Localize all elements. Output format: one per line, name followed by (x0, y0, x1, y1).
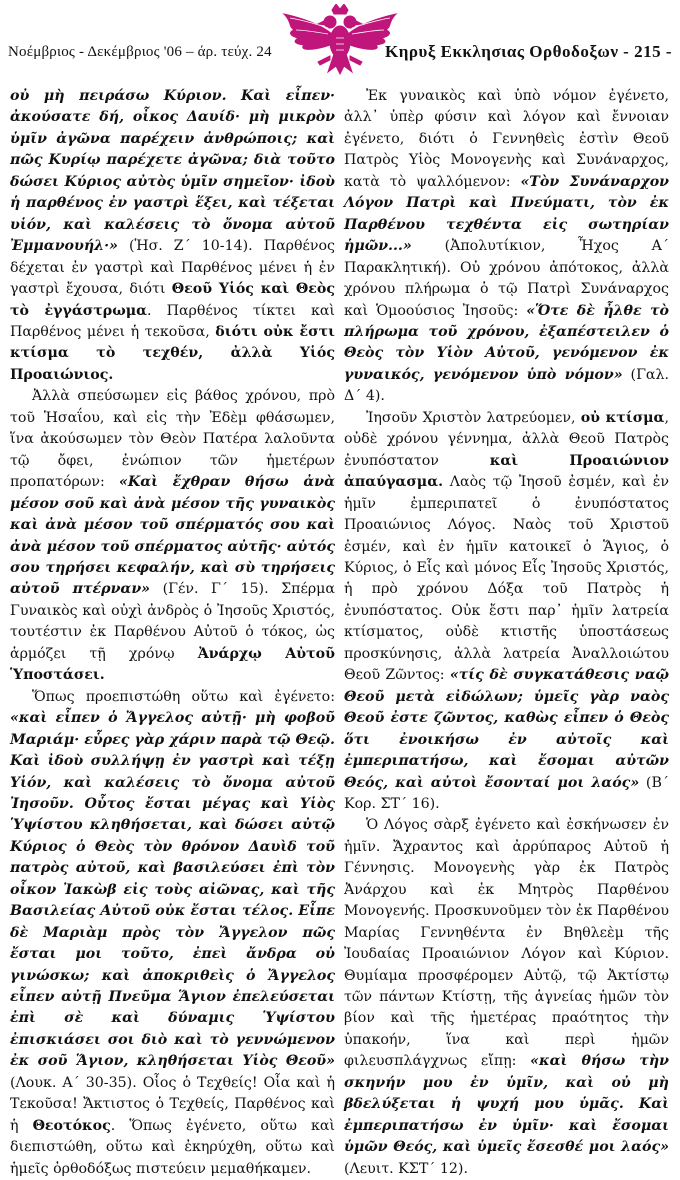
emphasis-text: καὶ Προαιώνιον ἀπαύγασμα. (344, 452, 669, 491)
body-text: (Ἡσ. Ζ΄ 10-14). Παρθένος δέχεται ἐν γαστρὶ καὶ Παρθένος μένει ἡ ἐν γαστρὶ ἔχουσα, διότι (10, 238, 335, 298)
body-text: (Β΄ Κορ. ΣΤ΄ 16). (344, 774, 669, 812)
emphasis-text: Θεοῦ Υἱός καὶ Θεὸς τὸ ἐγγάστρωμα (10, 281, 335, 319)
paragraph (344, 815, 669, 1180)
double-headed-eagle-icon (280, 4, 400, 76)
emphasis-text: οὐ κτίσμα (580, 409, 665, 426)
body-text: Ὁ Λόγος σὰρξ ἐγένετο καὶ ἐσκήνωσεν ἐν ἡμῖν. Ἄχραντος καὶ ἀρρύπαρος Αὐτοῦ ἡ Γέννησις. Μονογενὴς γὰρ ἐκ Πατρὸς Ἀνάρχου καὶ ἐκ Μητρὸς Παρθένου Μονογενής. Προσκυνοῦμεν τὸν ἐκ Παρθένου Μαρίας Γεννηθέντα ἐν Βηθλεὲμ τῆς Ἰουδαίας Προαιώνιον Λόγον καὶ Κύριον. Θυμίαμα προσφέρομεν Αὐτῷ, τῷ Ἀκτίστῳ τῶν πάντων Κτίστῃ, τῆς ἁγνείας ἡμῶν τὸν βίον καὶ τῆς ἡμετέρας πραότητος τὴν ὑπακοήν, ἵνα καὶ περὶ ἡμῶν φιλευσπλάγχνως εἴπῃ: (344, 817, 669, 1070)
emphasis-text: Θεοτόκος (32, 1117, 111, 1134)
body-text: Ἰησοῦν Χριστὸν λατρεύομεν, (366, 409, 581, 426)
body-text: . Παρθένος τίκτει καὶ Παρθένος μένει ἡ τεκοῦσα, (10, 302, 335, 340)
journal-title-page-number: Κηρυξ Εκκλησιας Ορθοδοξων - 215 - (385, 42, 672, 61)
body-text: (Γαλ. Δ΄ 4). (344, 366, 669, 405)
paragraph (10, 687, 335, 1180)
body-text: Λαὸς τῷ Ἰησοῦ ἐσμέν, καὶ ἐν ἡμῖν ἐμπεριπατεῖ ὁ ἐνυπόστατος Προαιώνιος Λόγος. Ναὸς τοῦ Χριστοῦ ἐσμέν, καὶ ἐν ἡμῖν κατοικεῖ ὁ Ἅγιος, ὁ Κύριος, ὁ Εἷς καὶ μόνος Εἷς Ἰησοῦς Χριστός, ἡ πρὸ χρόνου Δόξα τοῦ Πατρὸς ἡ ἐνυπόστατος. Οὐκ ἔστι παρ᾽ ἡμῖν λατρεία κτίσματος, οὐδὲ κτιστῆς ὑποστάσεως προσκύνησις, ἀλλὰ λατρεία Ἀναλλοιώτου Θεοῦ Ζῶντος: (344, 474, 669, 684)
scripture-quote: οὐ μὴ πειράσω Κύριον. Καὶ εἶπεν· ἀκούσατε δή, οἶκος Δαυίδ· μὴ μικρὸν ὑμῖν ἀγῶνα παρέχειν ἀνθρώποις; καὶ πῶς Κυρίῳ παρέχετε ἀγῶνα; διὰ τοῦτο δώσει Κύριος αὐτὸς ὑμῖν σημεῖον· ἰδοὺ ἡ παρθένος ἐν γαστρὶ ἕξει, καὶ τέξεται υἱόν, καὶ καλέσεις τὸ ὄνομα αὐτοῦ Ἐμμανουήλ·» (10, 88, 335, 255)
right-column (344, 86, 669, 1180)
paragraph (344, 86, 669, 408)
body-text: (Λουκ. Α΄ 30-35). Οἷος ὁ Τεχθείς! Οἷα καὶ ἡ Τεκοῦσα! Ἄκτιστος ὁ Τεχθείς, Παρθένος καὶ ἡ (10, 1074, 335, 1134)
body-text: . Ὅπως ἐγένετο, οὕτω καὶ διεπιστώθη, οὕτω καὶ ἐκηρύχθη, οὕτω καὶ ἡμεῖς ὀρθοδόξως πιστεύειν μεμαθήκαμεν. (10, 1117, 335, 1177)
emphasis-text: Ἀνάρχῳ Αὐτοῦ Ὑποστάσει. (10, 645, 335, 684)
body-text: Ὅπως προεπιστώθη οὕτω καὶ ἐγένετο: (32, 688, 335, 705)
scripture-quote: «καὶ θήσω τὴν σκηνήν μου ἐν ὑμῖν, καὶ οὐ μὴ βδελύξεται ἡ ψυχή μου ὑμᾶς. Καὶ ἐμπεριπατήσω ἐν ὑμῖν· καὶ ἔσομαι ὑμῶν Θεός, καὶ ὑμεῖς ἔσεσθέ μοι λαός» (344, 1053, 669, 1156)
body-text: , οὐδὲ χρόνου γέννημα, ἀλλὰ Θεοῦ Πατρὸς ἐνυπόστατον (344, 409, 669, 469)
scripture-quote: «Ὅτε δὲ ἦλθε τὸ πλήρωμα τοῦ χρόνου, ἐξαπέστειλεν ὁ Θεὸς τὸν Υἱὸν Αὐτοῦ, γενόμενον ἐκ γυναικός, γενόμενον ὑπὸ νόμον» (344, 302, 669, 383)
issue-info: Νοέμβριος - Δεκέμβριος '06 – άρ. τεύχ. 24 (8, 44, 272, 60)
left-column (10, 86, 335, 1180)
emphasis-text: διότι οὐκ ἔστι κτίσμα τὸ τεχθέν, ἀλλὰ Υἱός Προαιώνιος. (10, 323, 335, 383)
body-text: (Ἀπολυτίκιον, Ἦχος Α΄ Παρακλητική). Οὐ χρόνου ἀπότοκος, ἀλλὰ χρόνου πλήρωμα ὁ τῷ Πατρὶ Συνάναρχος καὶ Ὁμοούσιος Ἰησοῦς: (344, 238, 669, 319)
paragraph (10, 86, 335, 386)
scripture-quote: «Τὸν Συνάναρχον Λόγον Πατρὶ καὶ Πνεύματι, τὸν ἐκ Παρθένου τεχθέντα εἰς σωτηρίαν ἡμῶν...» (344, 173, 669, 255)
scripture-quote: «καὶ εἶπεν ὁ Ἄγγελος αὐτῇ· μὴ φοβοῦ Μαριάμ· εὗρες γὰρ χάριν παρὰ τῷ Θεῷ. Καὶ ἰδοὺ συλλήψῃ ἐν γαστρὶ καὶ τέξῃ Υἱόν, καὶ καλέσεις τὸ ὄνομα αὐτοῦ Ἰησοῦν. Οὗτος ἔσται μέγας καὶ Υἱὸς Ὑψίστου κληθήσεται, καὶ δώσει αὐτῷ Κύριος ὁ Θεὸς τὸν θρόνον Δαυὶδ τοῦ πατρὸς αὐτοῦ, καὶ βασιλεύσει ἐπὶ τὸν οἶκον Ἰακὼβ εἰς τοὺς αἰῶνας, καὶ τῆς Βασιλείας Αὐτοῦ οὐκ ἔσται τέλος. Εἶπε δὲ Μαριὰμ πρὸς τὸν Ἄγγελον πῶς ἔσται μοι τοῦτο, ἐπεὶ ἄνδρα οὐ γινώσκω; καὶ ἀποκριθεὶς ὁ Ἄγγελος εἶπεν αὐτῇ Πνεῦμα Ἅγιον ἐπελεύσεται ἐπὶ σὲ καὶ δύναμις Ὑψίστου ἐπισκιάσει σοι διὸ καὶ τὸ γεννώμενον ἐκ σοῦ Ἅγιον, κληθήσεται Υἱὸς Θεοῦ» (10, 710, 335, 1070)
body-text: (Λευιτ. ΚΣΤ΄ 12). (344, 1160, 468, 1177)
body-text: Ἀλλὰ σπεύσωμεν εἰς βάθος χρόνου, πρὸ τοῦ Ἡσαΐου, καὶ εἰς τὴν Ἐδὲμ φθάσωμεν, ἵνα ἀκούσωμεν τὸν Θεὸν Πατέρα λαλοῦντα τῷ ὄφει, ἐνώπιον τῶν ἡμετέρων προπατόρων: (10, 388, 335, 491)
page-header (0, 0, 680, 82)
paragraph (10, 386, 335, 686)
body-text: Ἐκ γυναικὸς καὶ ὑπὸ νόμον ἐγένετο, ἀλλ᾽ ὑπὲρ φύσιν καὶ λόγον καὶ ἔννοιαν ἐγένετο, διότι ὁ Γεννηθεὶς ἐστὶν Θεοῦ Πατρὸς Υἱὸς Μονογενὴς καὶ Συνάναρχος, κατὰ τὸ ψαλλόμενον: (344, 88, 669, 190)
scripture-quote: «τίς δὲ συγκατάθεσις ναῷ Θεοῦ μετὰ εἰδώλων; ὑμεῖς γὰρ ναὸς Θεοῦ ἐστε ζῶντος, καθὼς εἶπεν ὁ Θεὸς ὅτι ἐνοικήσω ἐν αὐτοῖς καὶ ἐμπεριπατήσω, καὶ ἔσομαι αὐτῶν Θεός, καὶ αὐτοὶ ἔσονταί μοι λαός» (344, 667, 669, 791)
body-text: (Γέν. Γ΄ 15). Σπέρμα Γυναικὸς καὶ οὐχὶ ἀνδρὸς ὁ Ἰησοῦς Χριστός, τουτέστιν ἐκ Παρθένου Αὐτοῦ ὁ τόκος, ὡς ἁρμόζει τῇ χρόνῳ (10, 581, 335, 662)
scripture-quote: «Καὶ ἔχθραν θήσω ἀνὰ μέσον σοῦ καὶ ἀνὰ μέσον τῆς γυναικὸς καὶ ἀνὰ μέσον τοῦ σπέρματός σου καὶ ἀνὰ μέσον τοῦ σπέρματος αὐτῆς· αὐτός σου τηρήσει κεφαλήν, καὶ σὺ τηρήσεις αὐτοῦ πτέρναν» (10, 474, 336, 598)
paragraph (344, 408, 669, 816)
